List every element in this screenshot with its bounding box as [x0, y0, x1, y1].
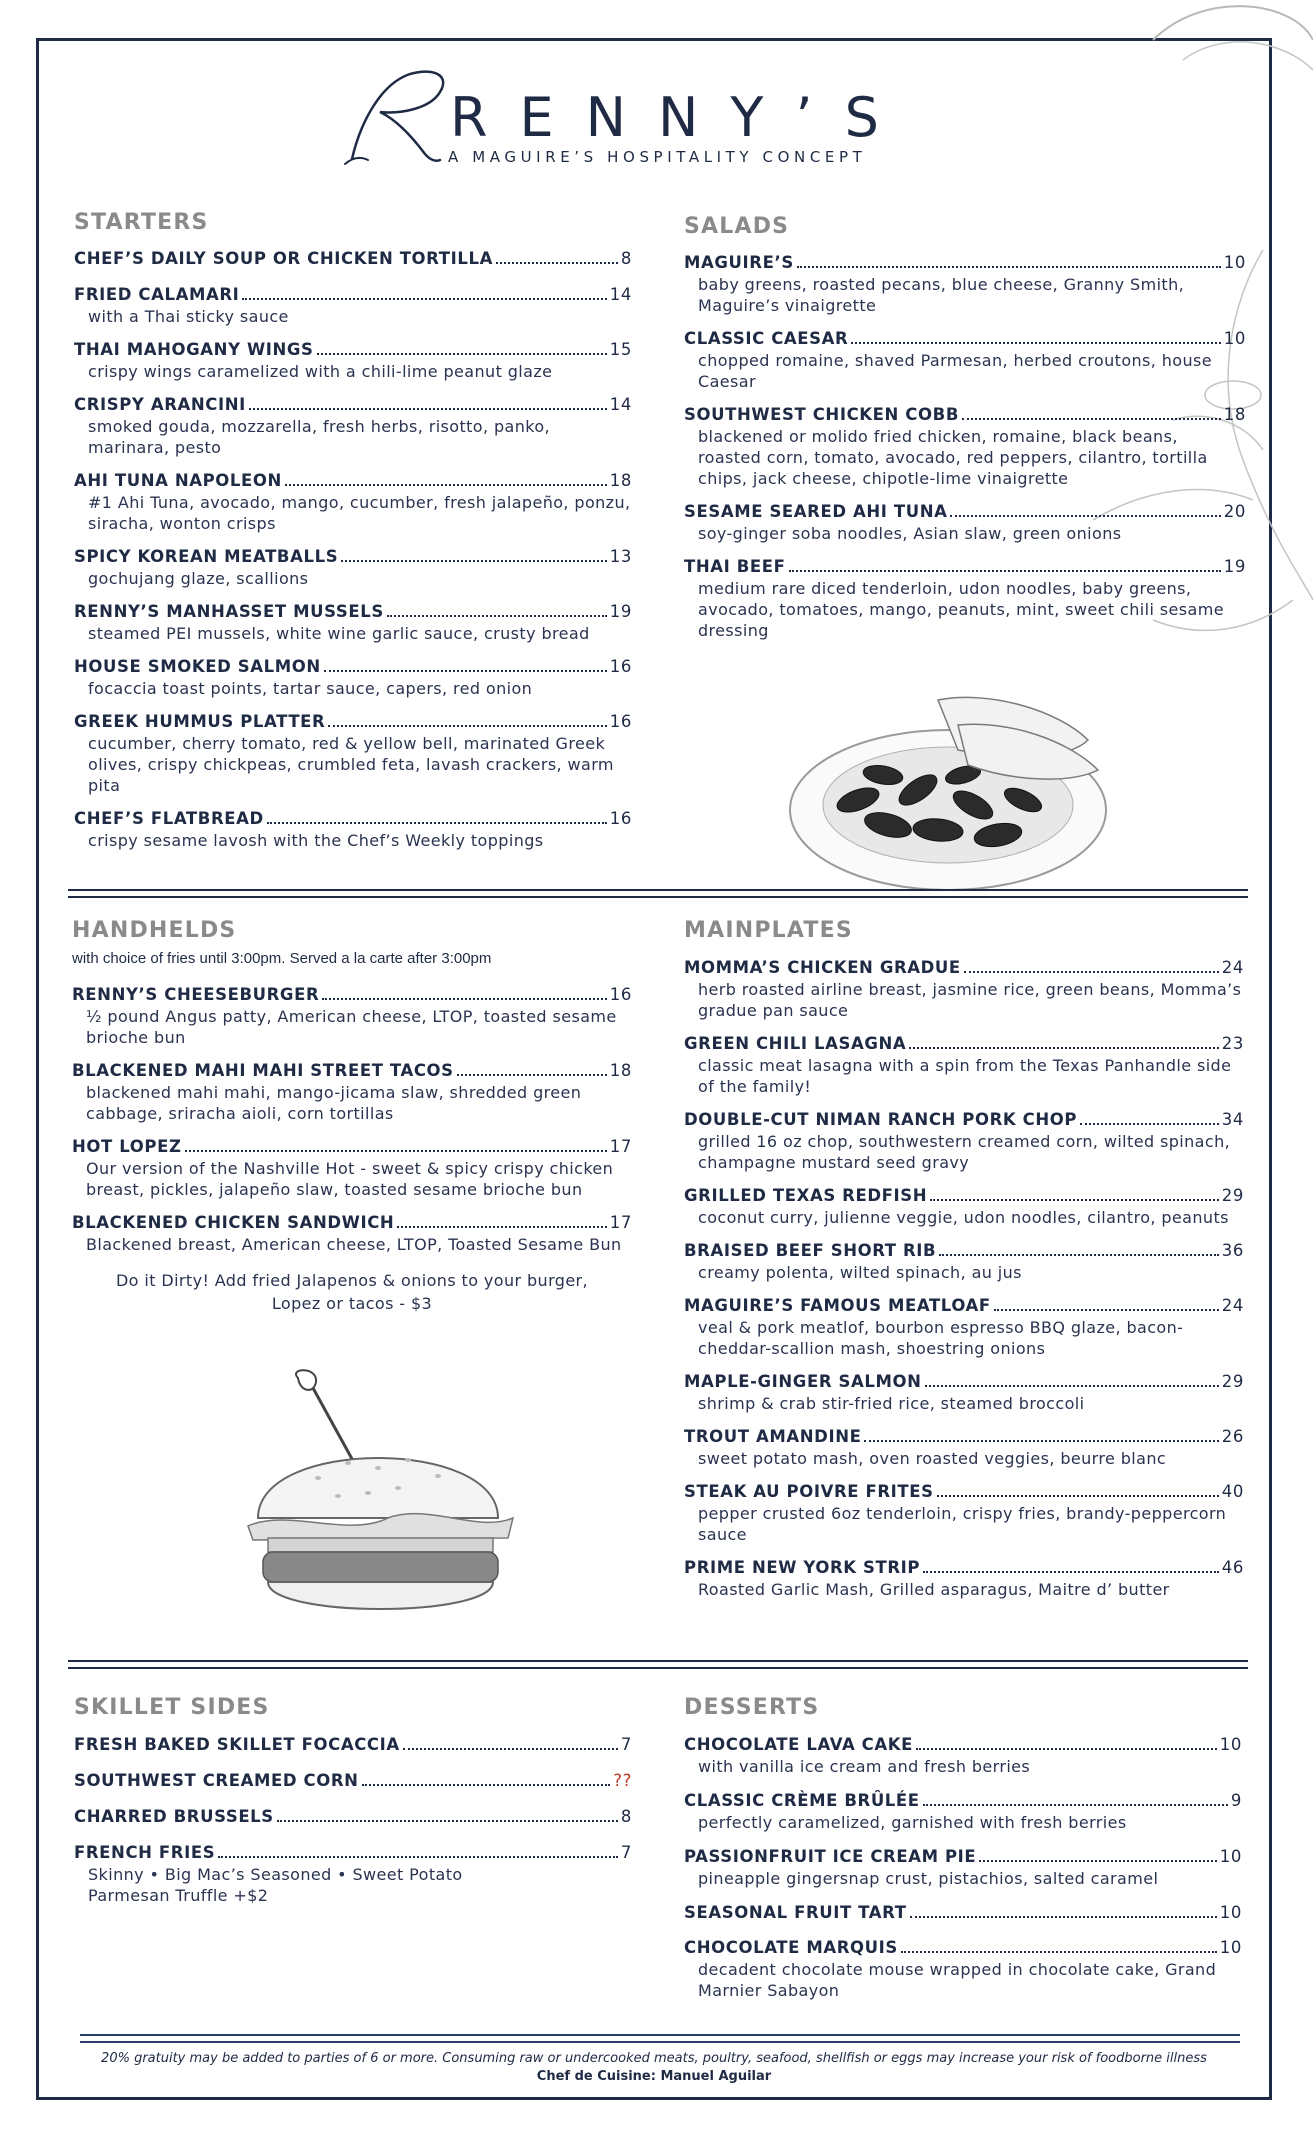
item-description: Roasted Garlic Mash, Grilled asparagus, Maitre d’ butter — [698, 1580, 1170, 1599]
item-price: 19 — [1223, 557, 1246, 576]
item-price: 24 — [1221, 1296, 1244, 1315]
menu-item — [74, 284, 632, 327]
item-name: GRILLED TEXAS REDFISH — [684, 1186, 928, 1205]
item-description: classic meat lasagna with a spin from the Texas Panhandle side of the family! — [698, 1056, 1232, 1096]
item-name: CHOCOLATE MARQUIS — [684, 1938, 898, 1957]
menu-item — [74, 470, 632, 534]
item-description: blackened or molido fried chicken, romaine, black beans, roasted corn, tomato, avocado, red peppers, cilantro, tortilla chips, jack cheese, chipotle-lime vinaigrette — [698, 427, 1208, 488]
item-description: soy-ginger soba noodles, Asian slaw, green onions — [698, 524, 1122, 543]
item-price: 8 — [620, 1807, 632, 1826]
item-price: 24 — [1221, 958, 1244, 977]
menu-item — [74, 1734, 632, 1756]
item-description: with vanilla ice cream and fresh berries — [698, 1757, 1031, 1776]
item-price: 14 — [609, 285, 632, 304]
item-name: TROUT AMANDINE — [684, 1427, 862, 1446]
logo — [340, 64, 960, 174]
mussels-plate-illustration — [788, 680, 1118, 900]
menu-item — [74, 546, 632, 589]
item-description: sweet potato mash, oven roasted veggies, beurre blanc — [698, 1449, 1167, 1468]
item-description: grilled 16 oz chop, southwestern creamed corn, wilted spinach, champagne mustard seed gravy — [698, 1132, 1231, 1172]
menu-item — [74, 711, 632, 796]
item-description: pepper crusted 6oz tenderloin, crispy fries, brandy-peppercorn sauce — [698, 1504, 1227, 1544]
item-price: 17 — [609, 1137, 632, 1156]
burger-illustration — [228, 1368, 528, 1638]
item-name: MOMMA’S CHICKEN GRADUE — [684, 958, 961, 977]
item-price: 36 — [1221, 1241, 1244, 1260]
item-price: 26 — [1221, 1427, 1244, 1446]
item-price: 16 — [609, 657, 632, 676]
item-description: herb roasted airline breast, jasmine rice, green beans, Momma’s gradue pan sauce — [698, 980, 1242, 1020]
item-name: MAPLE-GINGER SALMON — [684, 1372, 922, 1391]
item-price: 46 — [1221, 1558, 1244, 1577]
item-description: #1 Ahi Tuna, avocado, mango, cucumber, fresh jalapeño, ponzu, siracha, wonton crisps — [88, 493, 631, 533]
item-description: shrimp & crab stir-fried rice, steamed broccoli — [698, 1394, 1085, 1413]
menu-item — [684, 1371, 1244, 1414]
item-description: creamy polenta, wilted spinach, au jus — [698, 1263, 1022, 1282]
item-name: THAI MAHOGANY WINGS — [74, 340, 314, 359]
item-name: FRENCH FRIES — [74, 1843, 216, 1862]
item-price: ?? — [613, 1771, 632, 1790]
item-price: 20 — [1223, 502, 1246, 521]
menu-item — [684, 1937, 1242, 2001]
item-price: 9 — [1230, 1791, 1242, 1810]
item-price: 18 — [609, 471, 632, 490]
item-description: pineapple gingersnap crust, pistachios, salted caramel — [698, 1869, 1159, 1888]
item-price: 10 — [1219, 1735, 1242, 1754]
item-name: THAI BEEF — [684, 557, 786, 576]
handhelds-list — [72, 984, 632, 1315]
menu-item — [684, 1426, 1244, 1469]
menu-item — [72, 1136, 632, 1200]
item-price: 34 — [1221, 1110, 1244, 1129]
item-description: coconut curry, julienne veggie, udon noodles, cilantro, peanuts — [698, 1208, 1229, 1227]
item-price: 19 — [609, 602, 632, 621]
item-name: HOT LOPEZ — [72, 1137, 182, 1156]
item-description: focaccia toast points, tartar sauce, capers, red onion — [88, 679, 533, 698]
script-r-icon — [340, 64, 460, 174]
salads-list — [684, 252, 1246, 655]
menu-item — [684, 1295, 1244, 1359]
item-description: crispy wings caramelized with a chili-lime peanut glaze — [88, 362, 553, 381]
item-description: baby greens, roasted pecans, blue cheese, Granny Smith, Maguire’s vinaigrette — [698, 275, 1185, 315]
menu-item — [74, 1770, 632, 1792]
footer-divider-bottom — [80, 2041, 1240, 2043]
item-price: 18 — [609, 1061, 632, 1080]
item-name: DOUBLE-CUT NIMAN RANCH PORK CHOP — [684, 1110, 1078, 1129]
item-price: 23 — [1221, 1034, 1244, 1053]
item-name: CHARRED BRUSSELS — [74, 1807, 274, 1826]
menu-item — [684, 1734, 1242, 1777]
mainplates-title: MAINPLATES — [684, 918, 853, 943]
item-name: SESAME SEARED AHI TUNA — [684, 502, 948, 521]
item-name: PRIME NEW YORK STRIP — [684, 1558, 921, 1577]
menu-item — [74, 601, 632, 644]
item-name: HOUSE SMOKED SALMON — [74, 657, 321, 676]
skillet-sides-list — [74, 1734, 632, 1920]
item-name: CHEF’S FLATBREAD — [74, 809, 264, 828]
menu-item — [74, 1842, 632, 1906]
item-price: 10 — [1219, 1847, 1242, 1866]
item-price: 10 — [1223, 253, 1246, 272]
section-divider — [68, 889, 1248, 898]
item-name: STEAK AU POIVRE FRITES — [684, 1482, 934, 1501]
desserts-title: DESSERTS — [684, 1695, 820, 1720]
menu-item — [684, 1033, 1244, 1097]
item-price: 7 — [620, 1843, 632, 1862]
item-price: 17 — [609, 1213, 632, 1232]
menu-item — [684, 1109, 1244, 1173]
item-name: FRESH BAKED SKILLET FOCACCIA — [74, 1735, 400, 1754]
item-name: AHI TUNA NAPOLEON — [74, 471, 282, 490]
footer-disclaimer: 20% gratuity may be added to parties of 6 or more. Consuming raw or undercooked meats, poultry, seafood, shellfish or eggs may increase your risk of foodborne illness — [101, 2051, 1207, 2066]
item-description: smoked gouda, mozzarella, fresh herbs, risotto, panko, marinara, pesto — [88, 417, 551, 457]
item-description: perfectly caramelized, garnished with fresh berries — [698, 1813, 1127, 1832]
item-name: CHOCOLATE LAVA CAKE — [684, 1735, 914, 1754]
item-price: 13 — [609, 547, 632, 566]
menu-item — [72, 984, 632, 1048]
item-name: BLACKENED MAHI MAHI STREET TACOS — [72, 1061, 454, 1080]
menu-item — [684, 252, 1246, 316]
desserts-list — [684, 1734, 1242, 2015]
item-price: 16 — [609, 985, 632, 1004]
item-name: SOUTHWEST CHICKEN COBB — [684, 405, 959, 424]
item-name: CLASSIC CAESAR — [684, 329, 849, 348]
handhelds-note: with choice of fries until 3:00pm. Served a la carte after 3:00pm — [72, 950, 492, 967]
menu-item — [72, 1060, 632, 1124]
menu-item — [684, 556, 1246, 641]
item-price: 7 — [620, 1735, 632, 1754]
item-name: PASSIONFRUIT ICE CREAM PIE — [684, 1847, 977, 1866]
menu-item — [72, 1212, 632, 1255]
menu-item — [684, 1902, 1242, 1924]
item-price: 29 — [1221, 1186, 1244, 1205]
handhelds-title: HANDHELDS — [72, 918, 237, 943]
item-description: veal & pork meatlof, bourbon espresso BBQ glaze, bacon-cheddar-scallion mash, shoestring onions — [698, 1318, 1184, 1358]
mainplates-list — [684, 957, 1244, 1614]
menu-item — [684, 501, 1246, 544]
item-price: 16 — [609, 712, 632, 731]
item-description: cucumber, cherry tomato, red & yellow bell, marinated Greek olives, crispy chickpeas, crumbled feta, lavash crackers, warm pita — [88, 734, 614, 795]
item-name: MAGUIRE’S — [684, 253, 794, 272]
menu-item — [684, 1481, 1244, 1545]
add-on-note: Do it Dirty! Add fried Jalapenos & onions to your burger, Lopez or tacos - $3 — [115, 1271, 589, 1313]
item-name: SPICY KOREAN MEATBALLS — [74, 547, 339, 566]
item-name: CRISPY ARANCINI — [74, 395, 246, 414]
item-description: chopped romaine, shaved Parmesan, herbed croutons, house Caesar — [698, 351, 1213, 391]
menu-item — [684, 404, 1246, 489]
item-price: 10 — [1223, 329, 1246, 348]
item-description: with a Thai sticky sauce — [88, 307, 289, 326]
item-description: Our version of the Nashville Hot - sweet & spicy crispy chicken breast, pickles, jalapeño slaw, toasted sesame brioche bun — [86, 1159, 614, 1199]
item-description: ½ pound Angus patty, American cheese, LTOP, toasted sesame brioche bun — [86, 1007, 617, 1047]
menu-item — [684, 328, 1246, 392]
menu-item — [684, 1846, 1242, 1889]
footer-divider-top — [80, 2034, 1240, 2036]
item-price: 40 — [1221, 1482, 1244, 1501]
menu-item — [74, 808, 632, 851]
item-name: CHEF’S DAILY SOUP OR CHICKEN TORTILLA — [74, 249, 493, 268]
item-description: medium rare diced tenderloin, udon noodles, baby greens, avocado, tomatoes, mango, peanuts, mint, sweet chili sesame dressing — [698, 579, 1224, 640]
item-description: crispy sesame lavosh with the Chef’s Weekly toppings — [88, 831, 544, 850]
brand-subtitle: A MAGUIRE’S HOSPITALITY CONCEPT — [448, 148, 867, 166]
item-price: 8 — [620, 249, 632, 268]
salads-title: SALADS — [684, 214, 790, 239]
menu-item — [684, 1185, 1244, 1228]
footer-chef: Chef de Cuisine: Manuel Aguilar — [536, 2069, 772, 2084]
item-name: RENNY’S MANHASSET MUSSELS — [74, 602, 384, 621]
item-name: MAGUIRE’S FAMOUS MEATLOAF — [684, 1296, 991, 1315]
item-price: 29 — [1221, 1372, 1244, 1391]
item-price: 15 — [609, 340, 632, 359]
item-name: SOUTHWEST CREAMED CORN — [74, 1771, 359, 1790]
item-description: decadent chocolate mouse wrapped in chocolate cake, Grand Marnier Sabayon — [698, 1960, 1217, 2000]
starters-list — [74, 248, 632, 865]
menu-item — [74, 339, 632, 382]
item-description: steamed PEI mussels, white wine garlic sauce, crusty bread — [88, 624, 590, 643]
item-description: Skinny • Big Mac’s Seasoned • Sweet Potato Parmesan Truffle +$2 — [88, 1865, 463, 1905]
menu-item — [74, 248, 632, 270]
item-description: gochujang glaze, scallions — [88, 569, 309, 588]
item-name: BRAISED BEEF SHORT RIB — [684, 1241, 937, 1260]
section-divider — [68, 1660, 1248, 1669]
menu-item — [74, 394, 632, 458]
item-price: 18 — [1223, 405, 1246, 424]
menu-item — [74, 1806, 632, 1828]
brand-name: RENNY’S — [450, 86, 911, 149]
item-description: Blackened breast, American cheese, LTOP, Toasted Sesame Bun — [86, 1235, 622, 1254]
item-description: blackened mahi mahi, mango-jicama slaw, shredded green cabbage, sriracha aioli, corn tortillas — [86, 1083, 582, 1123]
menu-item — [684, 1790, 1242, 1833]
item-name: CLASSIC CRÈME BRÛLÉE — [684, 1791, 920, 1810]
skillet-sides-title: SKILLET SIDES — [74, 1695, 270, 1720]
item-price: 10 — [1219, 1938, 1242, 1957]
starters-title: STARTERS — [74, 210, 209, 235]
item-name: GREEN CHILI LASAGNA — [684, 1034, 907, 1053]
menu-item — [684, 1557, 1244, 1600]
menu-item — [74, 656, 632, 699]
item-price: 14 — [609, 395, 632, 414]
menu-item — [684, 1240, 1244, 1283]
item-name: BLACKENED CHICKEN SANDWICH — [72, 1213, 395, 1232]
item-name: RENNY’S CHEESEBURGER — [72, 985, 320, 1004]
item-name: SEASONAL FRUIT TART — [684, 1903, 907, 1922]
item-name: FRIED CALAMARI — [74, 285, 240, 304]
item-price: 16 — [609, 809, 632, 828]
item-price: 10 — [1219, 1903, 1242, 1922]
item-name: GREEK HUMMUS PLATTER — [74, 712, 326, 731]
menu-item — [684, 957, 1244, 1021]
